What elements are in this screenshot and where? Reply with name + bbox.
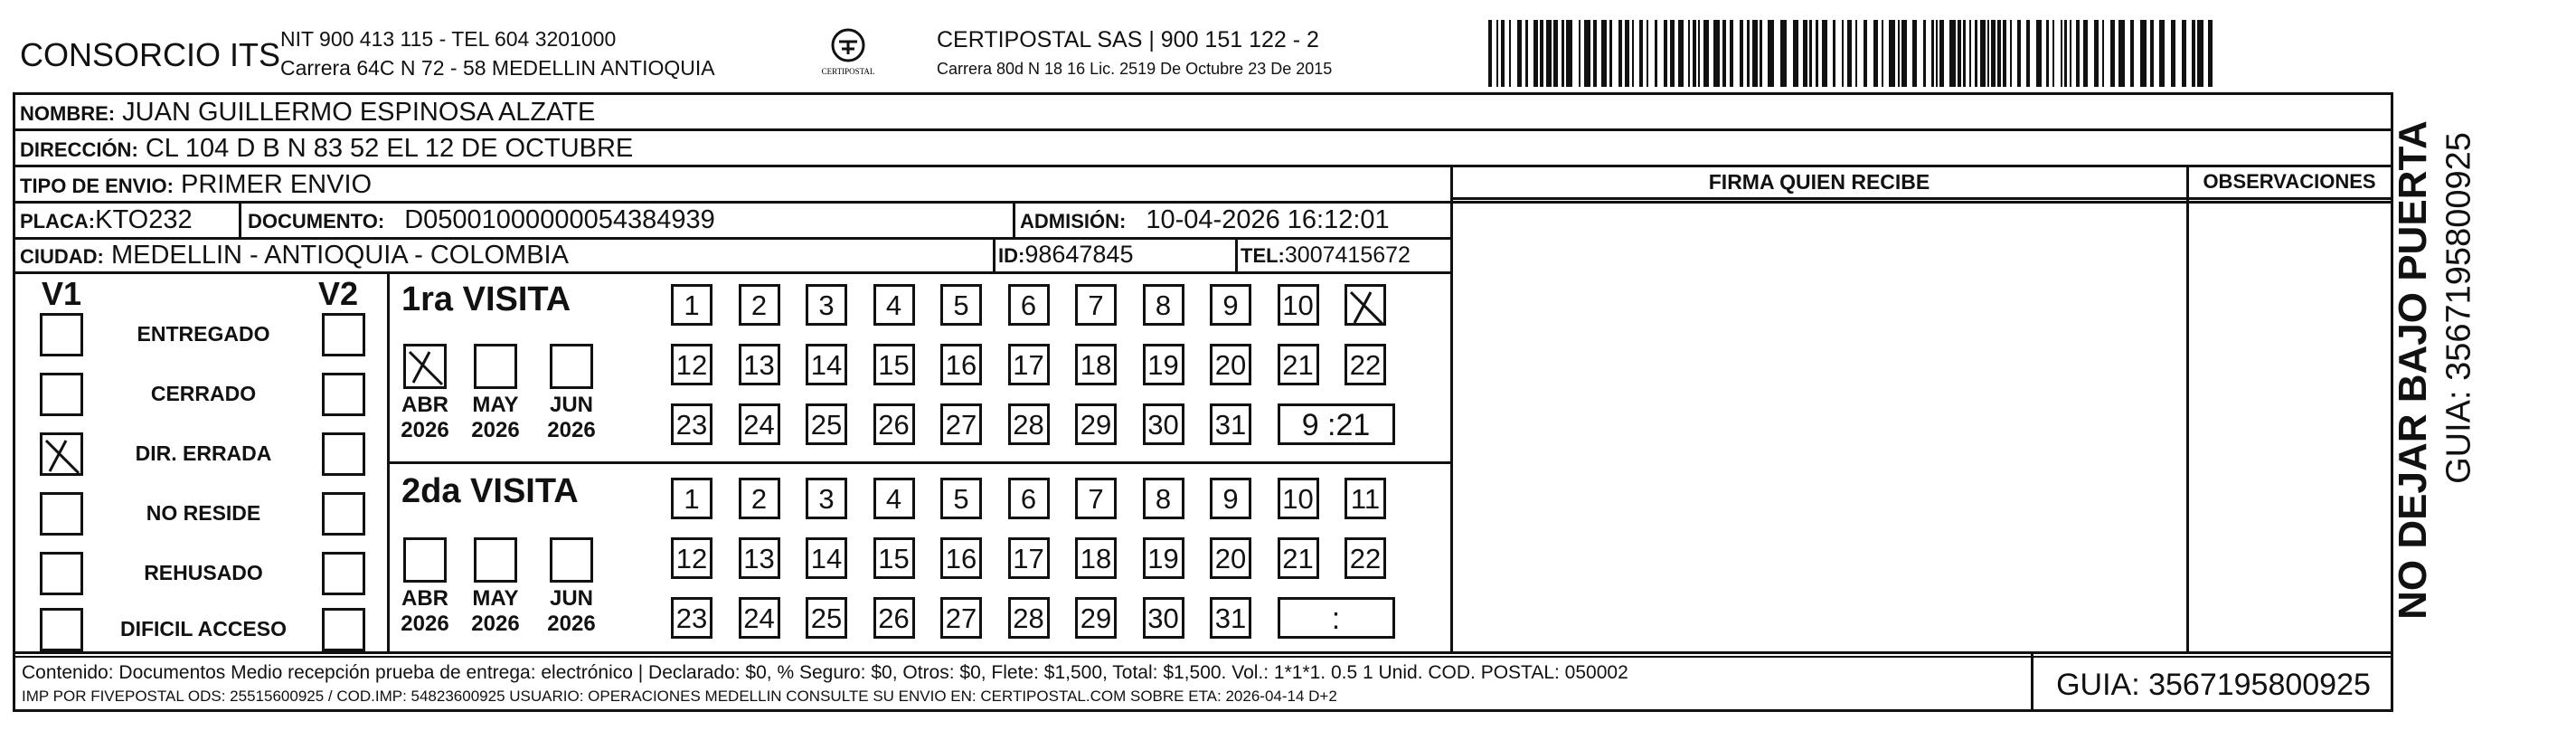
check-mark-icon — [42, 435, 82, 477]
day-box[interactable]: 11 — [1345, 478, 1386, 519]
day-box[interactable]: 30 — [1143, 597, 1184, 639]
day-box[interactable]: 24 — [739, 597, 780, 639]
v2-header: V2 — [318, 275, 359, 312]
field-documento — [248, 205, 715, 235]
barcode-bar — [2130, 20, 2134, 87]
day-box[interactable]: 18 — [1075, 344, 1117, 385]
field-ciudad — [20, 241, 569, 270]
day-box[interactable]: 25 — [806, 597, 847, 639]
field-placa — [20, 205, 193, 235]
month-label — [464, 393, 527, 443]
day-box[interactable]: 23 — [671, 403, 712, 445]
barcode-bar — [1987, 20, 1989, 87]
day-box[interactable] — [1345, 284, 1386, 326]
observaciones-area[interactable] — [2189, 201, 2390, 651]
certipostal-logo — [812, 24, 884, 78]
barcode-bar — [1864, 20, 1867, 87]
day-box[interactable]: 22 — [1345, 344, 1386, 385]
ciudad-label: CIUDAD: — [20, 245, 104, 268]
admision-label: ADMISIÓN: — [1020, 210, 1127, 232]
month-label — [393, 586, 457, 637]
month-name: ABR — [401, 586, 448, 611]
day-box[interactable]: 19 — [1143, 344, 1184, 385]
company-name: CONSORCIO ITS — [20, 36, 281, 73]
barcode-bar — [2017, 20, 2021, 87]
day-box[interactable]: 13 — [739, 537, 780, 579]
barcode-bar — [1842, 20, 1844, 87]
barcode-bar — [2052, 20, 2054, 87]
day-box[interactable]: 17 — [1008, 344, 1050, 385]
month-checkbox[interactable] — [403, 344, 447, 389]
check-mark-icon — [406, 346, 446, 388]
side-guia: GUIA: 3567195800925 — [2439, 132, 2478, 484]
barcode-bar — [2140, 20, 2147, 87]
barcode-bar — [1688, 20, 1690, 87]
firma-header: FIRMA QUIEN RECIBE — [1708, 170, 1930, 194]
direccion-value: CL 104 D B N 83 52 EL 12 DE OCTUBRE — [145, 134, 634, 163]
id-label: ID: — [998, 244, 1025, 267]
day-box[interactable]: 15 — [873, 344, 915, 385]
barcode-bar — [1855, 20, 1857, 87]
barcode-bar — [2026, 20, 2030, 87]
barcode-bar — [2192, 20, 2195, 87]
barcode-bar — [1912, 20, 1917, 87]
month-label — [464, 586, 527, 637]
barcode-bar — [2102, 20, 2104, 87]
barcode-bar — [1584, 20, 1590, 87]
day-box[interactable]: 20 — [1210, 344, 1251, 385]
check-mark-icon — [1347, 287, 1387, 328]
v2-checkbox[interactable] — [322, 432, 365, 476]
day-box[interactable]: 3 — [806, 284, 847, 326]
day-box[interactable]: 25 — [806, 403, 847, 445]
month-checkbox[interactable] — [474, 344, 517, 389]
id-value: 98647845 — [1024, 241, 1134, 268]
day-box[interactable]: 28 — [1008, 403, 1050, 445]
day-box[interactable]: 4 — [873, 478, 915, 519]
month-label — [540, 586, 603, 637]
barcode-bar — [1901, 20, 1907, 87]
logo-icon — [812, 24, 884, 78]
month-year: 2026 — [401, 418, 449, 442]
day-box[interactable]: 17 — [1008, 537, 1050, 579]
day-box[interactable]: 15 — [873, 537, 915, 579]
day-box[interactable]: 28 — [1008, 597, 1050, 639]
day-box[interactable]: 29 — [1075, 597, 1117, 639]
documento-label: DOCUMENTO: — [248, 210, 385, 232]
barcode-bar — [1593, 20, 1597, 87]
barcode-bar — [1873, 20, 1878, 87]
v1-checkbox[interactable] — [40, 313, 83, 356]
company-address: Carrera 64C N 72 - 58 MEDELLIN ANTIOQUIA — [280, 56, 715, 80]
placa-label: PLACA: — [20, 210, 96, 232]
barcode-bar — [2010, 20, 2012, 87]
day-box[interactable]: 7 — [1075, 284, 1117, 326]
barcode-bar — [1562, 20, 1564, 87]
status-label: NO RESIDE — [146, 501, 261, 525]
barcode-bar — [1553, 20, 1558, 87]
barcode-bar — [1625, 20, 1629, 87]
month-name: JUN — [549, 586, 593, 611]
day-box[interactable]: 9 — [1210, 284, 1251, 326]
barcode-bar — [1747, 20, 1750, 87]
tipo-value: PRIMER ENVIO — [180, 170, 373, 199]
barcode-bar — [1639, 20, 1643, 87]
barcode-bar — [1991, 20, 1996, 87]
month-label — [393, 393, 457, 443]
day-box[interactable]: 7 — [1075, 478, 1117, 519]
v2-checkbox[interactable] — [322, 373, 365, 416]
day-box[interactable]: 16 — [940, 537, 982, 579]
barcode-bar — [1923, 20, 1926, 87]
documento-value: D05001000000054384939 — [404, 205, 715, 234]
side-text — [2391, 0, 2568, 740]
barcode-bar — [1703, 20, 1709, 87]
barcode-bar — [1936, 20, 1938, 87]
tel-value: 3007415672 — [1284, 242, 1411, 268]
field-tipo-envio — [20, 170, 372, 200]
month-name: MAY — [472, 393, 519, 417]
day-box[interactable]: 8 — [1143, 478, 1184, 519]
barcode-bar — [2083, 20, 2088, 87]
barcode-bar — [1793, 20, 1798, 87]
day-box[interactable]: 19 — [1143, 537, 1184, 579]
day-box[interactable]: 21 — [1278, 344, 1319, 385]
status-label: DIFICIL ACCESO — [119, 617, 287, 640]
observaciones-header: OBSERVACIONES — [2203, 170, 2376, 193]
day-box[interactable]: 23 — [671, 597, 712, 639]
barcode-bar — [1898, 20, 1900, 87]
barcode-bar — [1975, 20, 1977, 87]
day-box[interactable]: 5 — [940, 478, 982, 519]
barcode-bar — [1730, 20, 1733, 87]
month-name: ABR — [401, 393, 448, 417]
v2-checkbox[interactable] — [322, 492, 365, 536]
first-visit-title: 1ra VISITA — [401, 280, 571, 318]
barcode-bar — [1822, 20, 1827, 87]
barcode-bar — [1889, 20, 1895, 87]
barcode-bar — [2197, 20, 2203, 87]
barcode-bar — [1618, 20, 1622, 87]
barcode-bar — [1517, 20, 1522, 87]
barcode-bar — [1655, 20, 1657, 87]
barcode-bar — [1713, 20, 1720, 87]
barcode-bar — [1882, 20, 1883, 87]
day-box[interactable]: 31 — [1210, 403, 1251, 445]
day-box[interactable]: 24 — [739, 403, 780, 445]
footer-contenido: Contenido: Documentos Medio recepción prueba de entrega: electrónico | Declarado: $0, % Seguro: $0, Otros: $0, Flete: $1,500, Total: $1,500. Vol.: 1*1*1. 0.5 1 Unid. COD. POSTAL: 050002 — [22, 662, 1628, 683]
v1-header: V1 — [42, 275, 82, 312]
month-checkbox[interactable] — [403, 537, 447, 583]
direccion-label: DIRECCIÓN: — [20, 138, 138, 161]
status-label: DIR. ERRADA — [135, 441, 272, 465]
barcode-bar — [2003, 20, 2006, 87]
barcode-bar — [1809, 20, 1812, 87]
barcode-bar — [2061, 20, 2062, 87]
month-year: 2026 — [471, 612, 520, 636]
barcode-bar — [1540, 20, 1543, 87]
barcode-bar — [2171, 20, 2175, 87]
barcode-bar — [1980, 20, 1986, 87]
barcode-bar — [1566, 20, 1572, 87]
month-label — [540, 393, 603, 443]
barcode-bar — [1533, 20, 1538, 87]
firma-area[interactable] — [1453, 201, 2185, 651]
barcode-bar — [1740, 20, 1743, 87]
field-id — [998, 241, 1133, 269]
barcode-bar — [1816, 20, 1818, 87]
barcode-bar — [1647, 20, 1648, 87]
nombre-value: JUAN GUILLERMO ESPINOSA ALZATE — [122, 98, 596, 127]
barcode-bar — [1780, 20, 1787, 87]
day-box[interactable]: 27 — [940, 403, 982, 445]
day-box[interactable]: 1 — [671, 284, 712, 326]
day-box[interactable]: 1 — [671, 478, 712, 519]
barcode-bar — [2064, 20, 2067, 87]
barcode-bar — [1768, 20, 1774, 87]
footer-guia: GUIA: 3567195800925 — [2056, 668, 2371, 702]
day-box[interactable]: 3 — [806, 478, 847, 519]
barcode-bar — [2070, 20, 2071, 87]
month-name: JUN — [549, 393, 593, 417]
barcode-bar — [1693, 20, 1696, 87]
v1-checkbox[interactable] — [40, 432, 83, 476]
logo-text: CERTIPOSTAL — [821, 67, 875, 76]
barcode-bar — [1488, 20, 1492, 87]
barcode-bar — [1969, 20, 1971, 87]
month-name: MAY — [472, 586, 519, 611]
v2-checkbox[interactable] — [322, 313, 365, 356]
footer-imp: IMP POR FIVEPOSTAL ODS: 25515600925 / COD.IMP: 54823600925 USUARIO: OPERACIONES MEDELLIN CONSULTE SU ENVIO EN: CERTIPOSTAL.COM SOBRE ETA: 2026-04-14 D+2 — [22, 688, 1337, 705]
barcode-bar — [1760, 20, 1762, 87]
barcode-bar — [2094, 20, 2099, 87]
day-box[interactable]: 21 — [1278, 537, 1319, 579]
day-box[interactable]: 20 — [1210, 537, 1251, 579]
barcode-bar — [1931, 20, 1934, 87]
day-box[interactable]: 13 — [739, 344, 780, 385]
month-year: 2026 — [471, 418, 520, 442]
day-box[interactable]: 31 — [1210, 597, 1251, 639]
barcode-bar — [1939, 20, 1944, 87]
barcode-bar — [1949, 20, 1956, 87]
barcode-bar — [2036, 20, 2042, 87]
day-box[interactable]: 6 — [1008, 284, 1050, 326]
barcode-bar — [2150, 20, 2154, 87]
courier-license: Carrera 80d N 18 16 Lic. 2519 De Octubre 23 De 2015 — [937, 60, 1333, 78]
time-box[interactable]: 9 :21 — [1278, 403, 1395, 445]
barcode-bar — [2118, 20, 2125, 87]
time-box[interactable]: : — [1278, 597, 1395, 639]
day-box[interactable]: 10 — [1278, 284, 1319, 326]
tipo-label: TIPO DE ENVIO: — [20, 175, 174, 197]
courier-name: CERTIPOSTAL SAS | 900 151 122 - 2 — [937, 27, 1319, 52]
ciudad-value: MEDELLIN - ANTIOQUIA - COLOMBIA — [110, 241, 569, 270]
day-box[interactable]: 12 — [671, 344, 712, 385]
field-direccion — [20, 134, 633, 164]
barcode-bar — [1496, 20, 1498, 87]
v1-checkbox[interactable] — [40, 552, 83, 595]
day-box[interactable]: 30 — [1143, 403, 1184, 445]
day-box[interactable]: 14 — [806, 344, 847, 385]
barcode-bar — [1678, 20, 1684, 87]
field-admision — [1020, 205, 1390, 235]
v1-checkbox[interactable] — [40, 608, 83, 651]
barcode — [1486, 20, 2213, 87]
barcode-bar — [1501, 20, 1505, 87]
barcode-bar — [1579, 20, 1581, 87]
barcode-bar — [1664, 20, 1667, 87]
month-checkbox[interactable] — [550, 537, 593, 583]
day-box[interactable]: 5 — [940, 284, 982, 326]
barcode-bar — [1803, 20, 1807, 87]
day-box[interactable]: 10 — [1278, 478, 1319, 519]
nombre-label: NOMBRE: — [20, 102, 116, 125]
status-label: CERRADO — [150, 382, 257, 405]
v2-checkbox[interactable] — [322, 608, 365, 651]
month-year: 2026 — [401, 612, 449, 636]
v1-checkbox[interactable] — [40, 492, 83, 536]
barcode-bar — [2110, 20, 2115, 87]
day-box[interactable]: 14 — [806, 537, 847, 579]
day-box[interactable]: 2 — [739, 284, 780, 326]
barcode-bar — [1847, 20, 1852, 87]
day-box[interactable]: 18 — [1075, 537, 1117, 579]
month-year: 2026 — [547, 612, 596, 636]
day-box[interactable]: 26 — [873, 403, 915, 445]
barcode-bar — [1963, 20, 1966, 87]
barcode-bar — [1958, 20, 1961, 87]
barcode-bar — [1833, 20, 1835, 87]
v1-checkbox[interactable] — [40, 373, 83, 416]
field-tel — [1241, 242, 1411, 269]
day-box[interactable]: 26 — [873, 597, 915, 639]
barcode-bar — [2159, 20, 2165, 87]
side-warning: NO DEJAR BAJO PUERTA — [2391, 120, 2435, 620]
status-label: REHUSADO — [144, 561, 263, 584]
placa-value: KTO232 — [95, 205, 193, 234]
month-checkbox[interactable] — [550, 344, 593, 389]
barcode-bar — [1752, 20, 1758, 87]
barcode-bar — [1722, 20, 1726, 87]
month-checkbox[interactable] — [474, 537, 517, 583]
v2-checkbox[interactable] — [322, 552, 365, 595]
tel-label: TEL: — [1241, 244, 1285, 267]
day-box[interactable]: 8 — [1143, 284, 1184, 326]
barcode-bar — [1670, 20, 1675, 87]
status-label: ENTREGADO — [137, 322, 270, 346]
second-visit-title: 2da VISITA — [401, 472, 579, 510]
barcode-bar — [1525, 20, 1528, 87]
barcode-bar — [1601, 20, 1607, 87]
day-box[interactable]: 12 — [671, 537, 712, 579]
barcode-bar — [2208, 20, 2213, 87]
barcode-bar — [1546, 20, 1552, 87]
day-box[interactable]: 9 — [1210, 478, 1251, 519]
barcode-bar — [1997, 20, 2001, 87]
barcode-bar — [2076, 20, 2080, 87]
day-box[interactable]: 22 — [1345, 537, 1386, 579]
barcode-bar — [1698, 20, 1700, 87]
admision-value: 10-04-2026 16:12:01 — [1146, 205, 1390, 234]
day-box[interactable]: 29 — [1075, 403, 1117, 445]
field-nombre — [20, 98, 595, 128]
day-box[interactable]: 2 — [739, 478, 780, 519]
company-nit: NIT 900 413 115 - TEL 604 3201000 — [280, 27, 617, 51]
day-box[interactable]: 16 — [940, 344, 982, 385]
barcode-bar — [2046, 20, 2049, 87]
barcode-bar — [1609, 20, 1612, 87]
month-year: 2026 — [547, 418, 596, 442]
day-box[interactable]: 6 — [1008, 478, 1050, 519]
barcode-bar — [2182, 20, 2186, 87]
day-box[interactable]: 4 — [873, 284, 915, 326]
day-box[interactable]: 27 — [940, 597, 982, 639]
barcode-bar — [1509, 20, 1511, 87]
barcode-bar — [1632, 20, 1634, 87]
